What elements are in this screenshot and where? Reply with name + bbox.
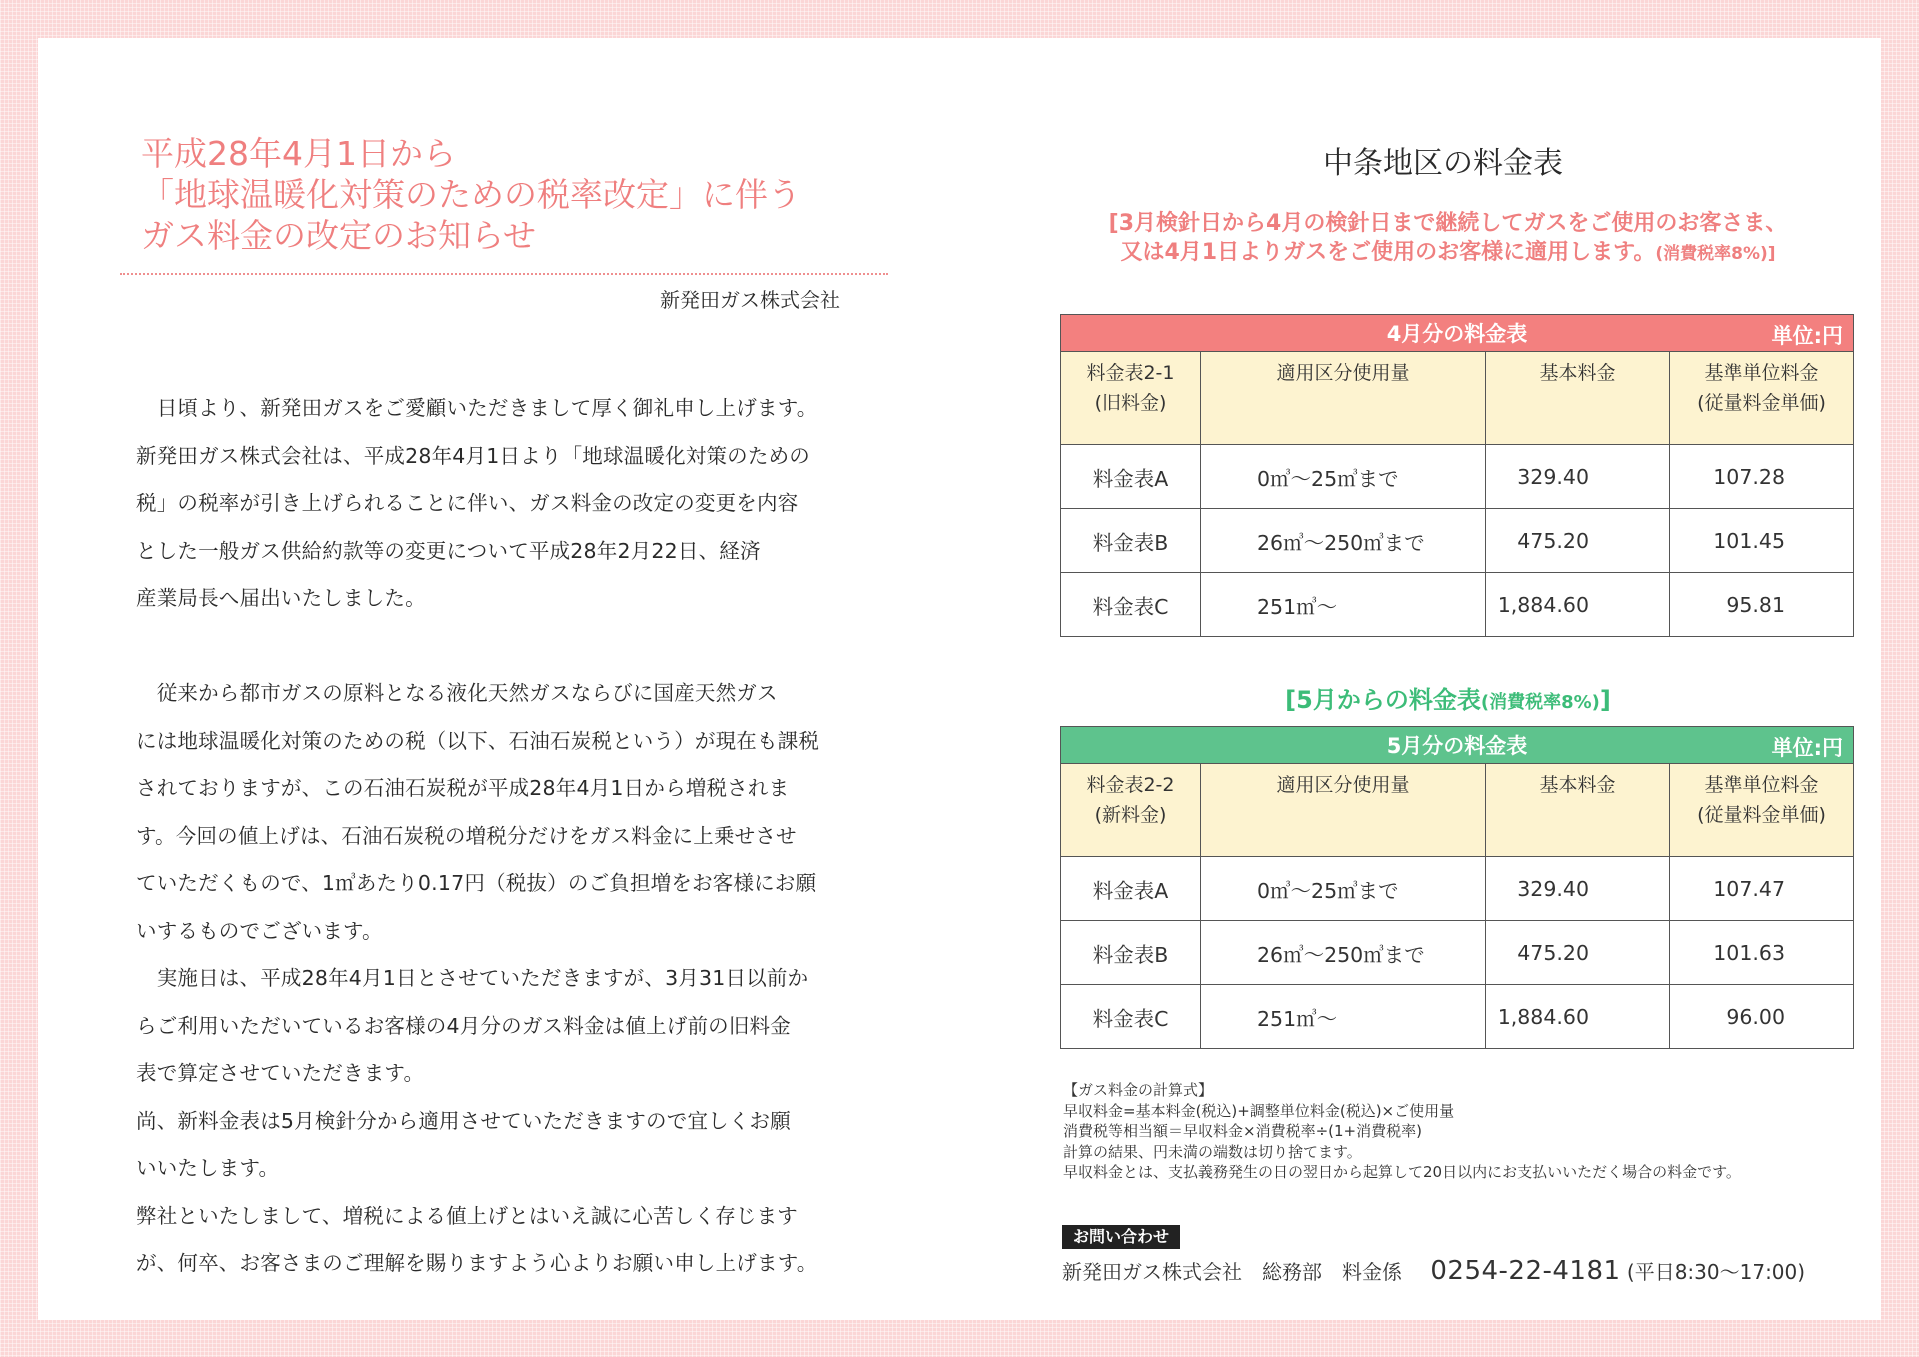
cell-range: 0㎥〜25㎥まで (1201, 445, 1486, 509)
notice-title (141, 133, 841, 256)
tax-rate-note: (消費税率8%)] (1655, 244, 1776, 264)
body-line: 新発田ガス株式会社は、平成28年4月1日より「地球温暖化対策のための (136, 443, 810, 468)
header-cell: 適用区分使用量 (1201, 352, 1486, 445)
body-line: 産業局長へ届出いたしました。 (136, 586, 426, 610)
cell-unit-price: 96.00 (1670, 985, 1854, 1049)
body-line: 尚、新料金表は5月検針分から適用させていただきますので宜しくお願 (136, 1108, 791, 1133)
cell-unit-price: 95.81 (1670, 573, 1854, 637)
cell-range: 0㎥〜25㎥まで (1201, 857, 1486, 921)
cell-plan: 料金表C (1061, 985, 1201, 1049)
april-rate-table (1060, 314, 1854, 637)
cell-range: 251㎥〜 (1201, 573, 1486, 637)
body-line: が、何卒、お客さまのご理解を賜りますよう心よりお願い申し上げます。 (136, 1251, 818, 1275)
may-applicability-note (1023, 686, 1873, 717)
table-row (1061, 985, 1854, 1049)
contact-org: 新発田ガス株式会社 総務部 料金係 (1062, 1260, 1402, 1284)
note-line: 又は4月1日よりガスをご使用のお客様に適用します。(消費税率8%)] (1120, 240, 1776, 265)
fee-formula-notes (1063, 1080, 1863, 1183)
paragraph-gap (136, 623, 906, 671)
notice-body (136, 385, 906, 1288)
cell-plan: 料金表C (1061, 573, 1201, 637)
cell-base-fee: 329.40 (1486, 857, 1670, 921)
table-row (1061, 573, 1854, 637)
company-name: 新発田ガス株式会社 (660, 288, 840, 312)
body-line: らご利用いただいているお客様の4月分のガス料金は値上げ前の旧料金 (136, 1013, 791, 1038)
body-line: 日頃より、新発田ガスをご愛顧いただきまして厚く御礼申し上げます。 (136, 396, 818, 420)
table-row (1061, 857, 1854, 921)
cell-unit-price: 107.47 (1670, 857, 1854, 921)
contact-phone[interactable]: 0254-22-4181 (1430, 1256, 1621, 1286)
contact-info (1062, 1254, 1862, 1289)
body-line: 従来から都市ガスの原料となる液化天然ガスならびに国産天然ガス (136, 681, 778, 705)
table-banner (1061, 315, 1854, 352)
body-line: 税」の税率が引き上げられることに伴い、ガス料金の改定の変更を内容 (136, 491, 799, 515)
banner-title: 4月分の料金表 (1386, 322, 1528, 346)
contact-hours: (平日8:30〜17:00) (1626, 1260, 1806, 1284)
banner-title: 5月分の料金表 (1386, 734, 1528, 758)
body-line: されておりますが、この石油石炭税が平成28年4月1日から増税されま (136, 776, 790, 800)
note-line: [5月からの料金表(消費税率8%)] (1285, 686, 1611, 714)
cell-unit-price: 107.28 (1670, 445, 1854, 509)
header-cell: 料金表2-1 (旧料金) (1061, 352, 1201, 445)
table-banner (1061, 727, 1854, 764)
table-row (1061, 509, 1854, 573)
formula-line: 早収料金とは、支払義務発生の日の翌日から起算して20日以内にお支払いいただく場合の料金です。 (1063, 1163, 1741, 1181)
cell-unit-price: 101.45 (1670, 509, 1854, 573)
cell-base-fee: 475.20 (1486, 509, 1670, 573)
table-header-row (1061, 764, 1854, 857)
contact-badge: お問い合わせ (1062, 1225, 1180, 1249)
cell-plan: 料金表A (1061, 445, 1201, 509)
formula-line: 消費税等相当額＝早収料金×消費税率÷(1+消費税率) (1063, 1122, 1422, 1140)
tax-rate-note: (消費税率8%) (1480, 692, 1600, 713)
title-divider (120, 273, 888, 275)
title-line: 平成28年4月1日から (141, 134, 456, 173)
may-rate-table (1060, 726, 1854, 1049)
table-header-row (1061, 352, 1854, 445)
header-cell: 適用区分使用量 (1201, 764, 1486, 857)
cell-range: 26㎥〜250㎥まで (1201, 921, 1486, 985)
body-line: いいたします。 (136, 1156, 280, 1180)
unit-label: 単位:円 (1771, 324, 1843, 348)
cell-plan: 料金表B (1061, 921, 1201, 985)
header-cell: 基準単位料金 (従量料金単価) (1670, 352, 1854, 445)
cell-base-fee: 475.20 (1486, 921, 1670, 985)
body-line: 弊社といたしまして、増税による値上げとはいえ誠に心苦しく存じます (136, 1203, 798, 1228)
cell-base-fee: 1,884.60 (1486, 573, 1670, 637)
formula-line: 早収料金=基本料金(税込)+調整単位料金(税込)×ご使用量 (1063, 1101, 1455, 1120)
header-cell: 基準単位料金 (従量料金単価) (1670, 764, 1854, 857)
body-line: いするものでございます。 (136, 918, 383, 943)
notice-sheet (38, 38, 1881, 1320)
body-line: とした一般ガス供給約款等の変更について平成28年2月22日、経済 (136, 538, 761, 563)
body-line: 表で算定させていただきます。 (136, 1061, 425, 1085)
cell-base-fee: 329.40 (1486, 445, 1670, 509)
table-row (1061, 921, 1854, 985)
cell-plan: 料金表A (1061, 857, 1201, 921)
rate-section-title: 中条地区の料金表 (1323, 146, 1563, 181)
body-line: す。今回の値上げは、石油石炭税の増税分だけをガス料金に上乗せさせ (136, 823, 797, 848)
unit-label: 単位:円 (1771, 736, 1843, 760)
body-line: 実施日は、平成28年4月1日とさせていただきますが、3月31日以前か (136, 966, 809, 990)
title-line: 「地球温暖化対策のための税率改定」に伴う (141, 175, 801, 214)
header-cell: 基本料金 (1486, 352, 1670, 445)
april-applicability-note (1023, 209, 1873, 269)
table-row (1061, 445, 1854, 509)
body-line: には地球温暖化対策のための税（以下、石油石炭税という）が現在も課税 (136, 728, 820, 753)
header-cell: 料金表2-2 (新料金) (1061, 764, 1201, 857)
cell-unit-price: 101.63 (1670, 921, 1854, 985)
header-cell: 基本料金 (1486, 764, 1670, 857)
note-line: [3月検針日から4月の検針日まで継続してガスをご使用のお客さま、 (1108, 211, 1788, 236)
body-line: ていただくもので、1㎥あたり0.17円（税抜）のご負担増をお客様にお願 (136, 871, 817, 895)
cell-plan: 料金表B (1061, 509, 1201, 573)
formula-line: 【ガス料金の計算式】 (1063, 1081, 1214, 1099)
cell-base-fee: 1,884.60 (1486, 985, 1670, 1049)
cell-range: 26㎥〜250㎥まで (1201, 509, 1486, 573)
title-line: ガス料金の改定のお知らせ (141, 216, 537, 255)
cell-range: 251㎥〜 (1201, 985, 1486, 1049)
formula-line: 計算の結果、円未満の端数は切り捨てます。 (1063, 1142, 1362, 1161)
